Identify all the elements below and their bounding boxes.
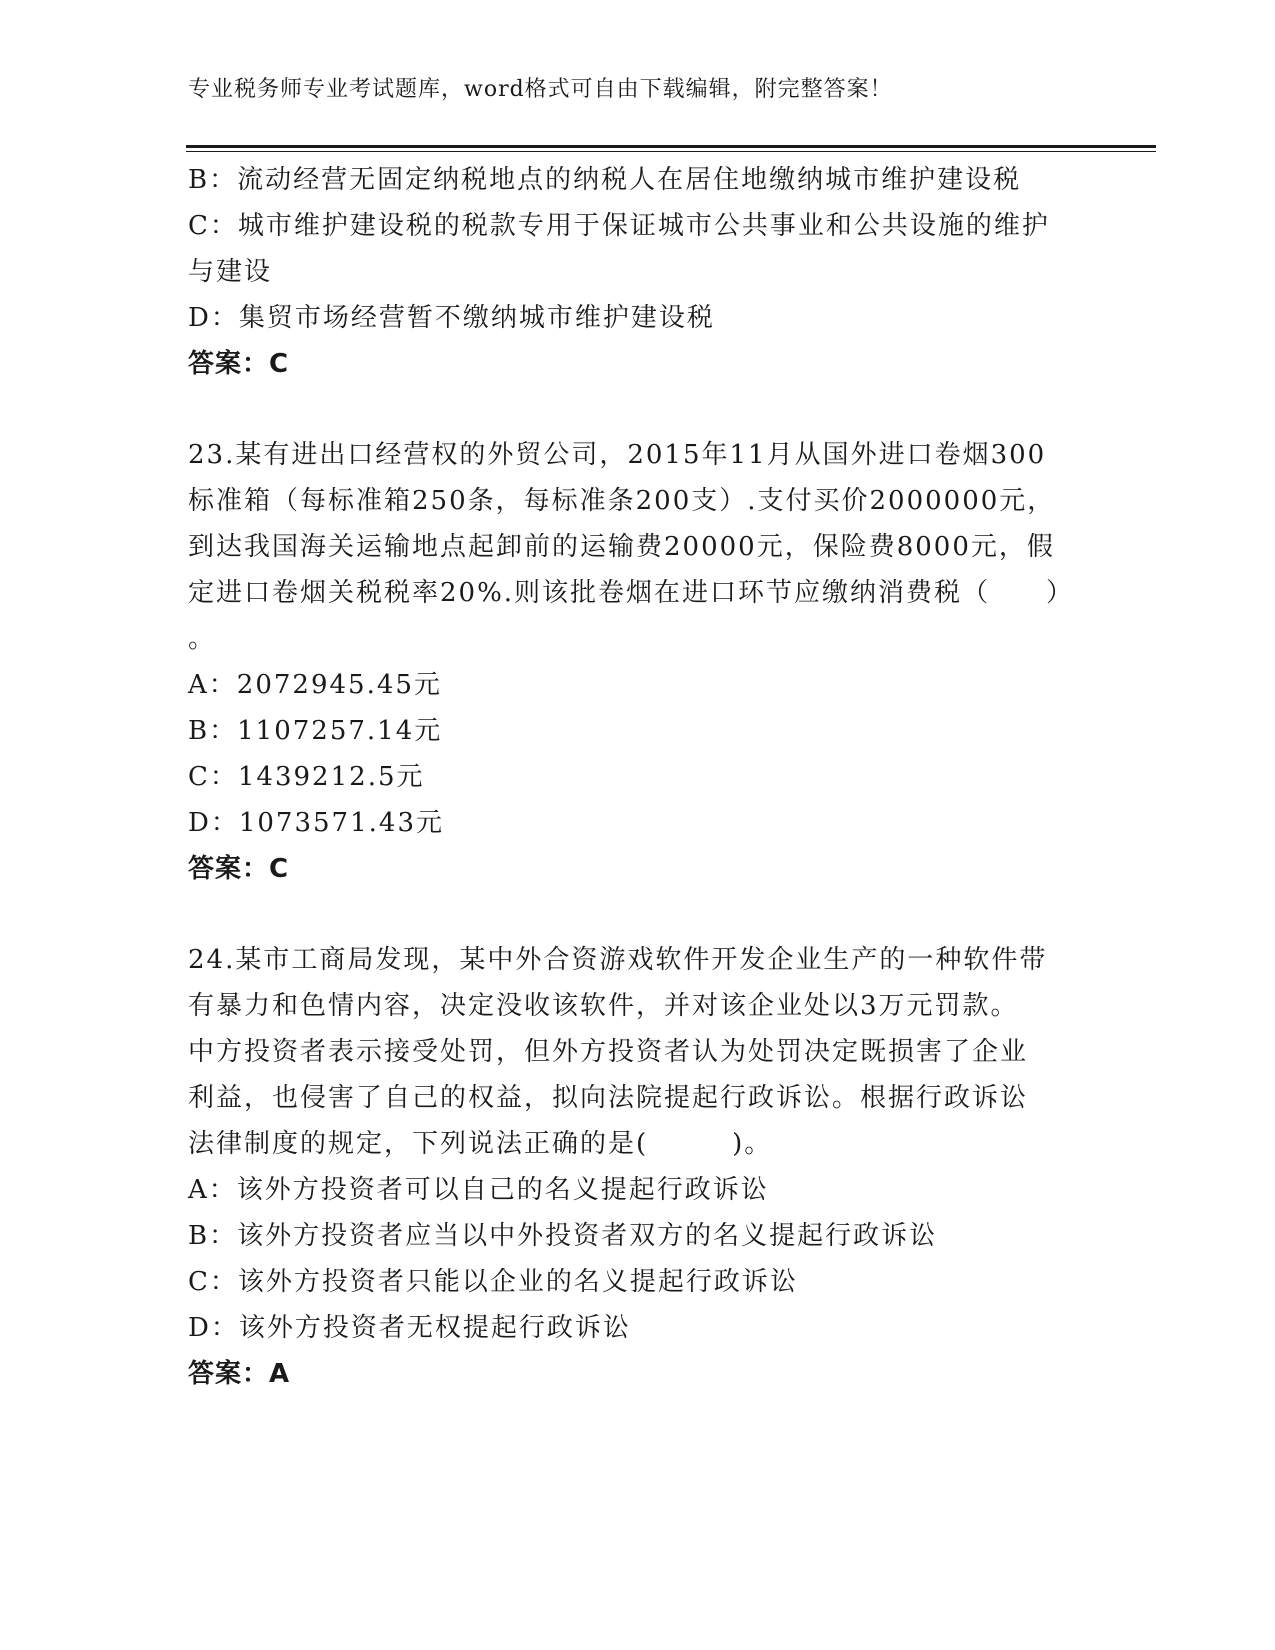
question-gap: [188, 387, 1088, 432]
question-22-tail: [188, 157, 1088, 387]
question-24: [188, 937, 1088, 1397]
question-stem-line-2: 有暴力和色情内容，决定没收该软件，并对该企业处以3万元罚款。: [188, 991, 1019, 1021]
header-rule-thin: [186, 151, 1156, 152]
option-d: D：集贸市场经营暂不缴纳城市维护建设税: [188, 303, 715, 333]
question-stem-line-5: 法律制度的规定，下列说法正确的是( )。: [188, 1129, 773, 1159]
question-23: [188, 432, 1088, 892]
question-stem-line-1: 24.某市工商局发现，某中外合资游戏软件开发企业生产的一种软件带: [188, 945, 1048, 975]
option-b: B：1107257.14元: [188, 716, 443, 746]
answer-label: 答案：A: [188, 1359, 291, 1389]
question-stem-line-4: 利益，也侵害了自己的权益，拟向法院提起行政诉讼。根据行政诉讼: [188, 1083, 1029, 1113]
option-d: D：该外方投资者无权提起行政诉讼: [188, 1313, 631, 1343]
question-stem-line-4: 定进口卷烟关税税率20%.则该批卷烟在进口环节应缴纳消费税（ ）: [188, 578, 1075, 608]
option-c: C：该外方投资者只能以企业的名义提起行政诉讼: [188, 1267, 798, 1297]
question-gap: [188, 892, 1088, 937]
question-stem-line-1: 23.某有进出口经营权的外贸公司，2015年11月从国外进口卷烟300: [188, 440, 1047, 470]
answer-label: 答案：C: [188, 854, 290, 884]
option-d: D：1073571.43元: [188, 808, 444, 838]
header-rule-thick: [186, 145, 1156, 148]
question-stem-line-3: 到达我国海关运输地点起卸前的运输费20000元，保险费8000元，假: [188, 532, 1055, 562]
option-c-line-1: C：城市维护建设税的税款专用于保证城市公共事业和公共设施的维护: [188, 211, 1050, 241]
option-a: A：该外方投资者可以自己的名义提起行政诉讼: [188, 1175, 769, 1205]
question-stem-line-5: 。: [188, 624, 217, 654]
option-b: B：该外方投资者应当以中外投资者双方的名义提起行政诉讼: [188, 1221, 938, 1251]
page-header: 专业税务师专业考试题库，word格式可自由下载编辑，附完整答案！: [188, 77, 893, 102]
question-stem-line-3: 中方投资者表示接受处罚，但外方投资者认为处罚决定既损害了企业: [188, 1037, 1029, 1067]
answer-label: 答案：C: [188, 349, 290, 379]
option-b: B：流动经营无固定纳税地点的纳税人在居住地缴纳城市维护建设税: [188, 165, 1022, 195]
option-a: A：2072945.45元: [188, 670, 442, 700]
document-body: [188, 157, 1088, 1397]
question-stem-line-2: 标准箱（每标准箱250条，每标准条200支）.支付买价2000000元，: [188, 486, 1056, 516]
option-c-line-2: 与建设: [188, 257, 273, 287]
option-c: C：1439212.5元: [188, 762, 425, 792]
